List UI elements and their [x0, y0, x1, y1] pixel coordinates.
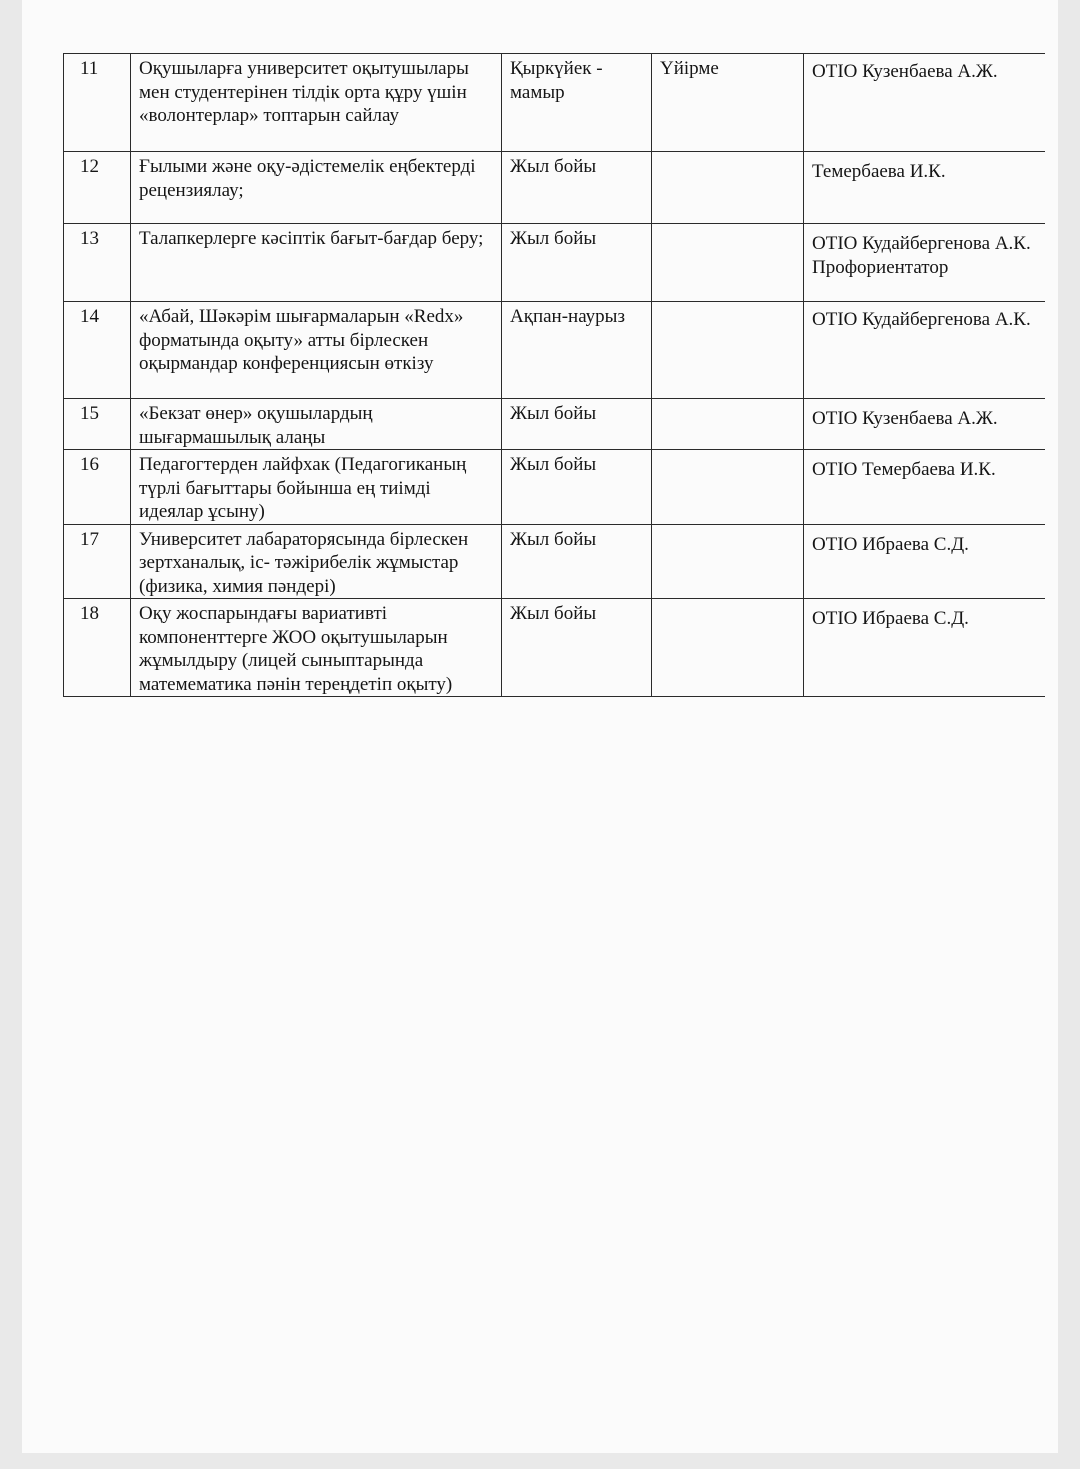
form-cell — [652, 302, 804, 399]
table-row — [64, 450, 1045, 525]
form-cell — [652, 450, 804, 525]
form-cell — [652, 599, 804, 697]
row-number: 12 — [64, 152, 131, 224]
responsible-cell: ОТІО Ибраева С.Д. — [804, 524, 1045, 599]
period-cell: Қыркүйек - мамыр — [502, 54, 652, 152]
responsible-cell: ОТІО Кудайбергенова А.К. Профориентатор — [804, 224, 1045, 302]
event-cell: Оқушыларға университет оқытушылары мен студентерінен тілдік орта құру үшін «волонтерлар» топтарын сайлау — [131, 54, 502, 152]
plan-table — [63, 53, 1045, 697]
form-cell — [652, 399, 804, 450]
row-number: 11 — [64, 54, 131, 152]
event-cell: «Бекзат өнер» оқушылардың шығармашылық алаңы — [131, 399, 502, 450]
form-cell: Үйірме — [652, 54, 804, 152]
event-cell: Педагогтерден лайфхак (Педагогиканың түрлі бағыттары бойынша ең тиімді идеялар ұсыну) — [131, 450, 502, 525]
period-cell: Ақпан-наурыз — [502, 302, 652, 399]
period-cell: Жыл бойы — [502, 152, 652, 224]
row-number: 14 — [64, 302, 131, 399]
form-cell — [652, 524, 804, 599]
responsible-cell: ОТІО Кузенбаева А.Ж. — [804, 399, 1045, 450]
responsible-cell: ОТІО Кузенбаева А.Ж. — [804, 54, 1045, 152]
row-number: 16 — [64, 450, 131, 525]
table-row — [64, 524, 1045, 599]
responsible-cell: ОТІО Кудайбергенова А.К. — [804, 302, 1045, 399]
event-cell: Оқу жоспарындағы вариативті компоненттерге ЖОО оқытушыларын жұмылдыру (лицей сыныптарында матемематика пәнін тереңдетіп оқыту) — [131, 599, 502, 697]
responsible-cell: ОТІО Темербаева И.К. — [804, 450, 1045, 525]
responsible-cell: ОТІО Ибраева С.Д. — [804, 599, 1045, 697]
row-number: 17 — [64, 524, 131, 599]
table-row — [64, 152, 1045, 224]
form-cell — [652, 224, 804, 302]
row-number: 15 — [64, 399, 131, 450]
row-number: 18 — [64, 599, 131, 697]
form-cell — [652, 152, 804, 224]
responsible-cell: Темербаева И.К. — [804, 152, 1045, 224]
table-row — [64, 302, 1045, 399]
event-cell: Университет лабараторясында бірлескен зертханалық, іс- тәжірибелік жұмыстар (физика, химия пәндері) — [131, 524, 502, 599]
period-cell: Жыл бойы — [502, 599, 652, 697]
table-row — [64, 54, 1045, 152]
event-cell: Талапкерлерге кәсіптік бағыт-бағдар беру; — [131, 224, 502, 302]
event-cell: Ғылыми және оқу-әдістемелік еңбектерді рецензиялау; — [131, 152, 502, 224]
table-row — [64, 599, 1045, 697]
period-cell: Жыл бойы — [502, 224, 652, 302]
table-row — [64, 224, 1045, 302]
event-cell: «Абай, Шәкәрім шығармаларын «Redx» форматында оқыту» атты бірлескен оқырмандар конференциясын өткізу — [131, 302, 502, 399]
table-row — [64, 399, 1045, 450]
row-number: 13 — [64, 224, 131, 302]
period-cell: Жыл бойы — [502, 450, 652, 525]
period-cell: Жыл бойы — [502, 399, 652, 450]
period-cell: Жыл бойы — [502, 524, 652, 599]
